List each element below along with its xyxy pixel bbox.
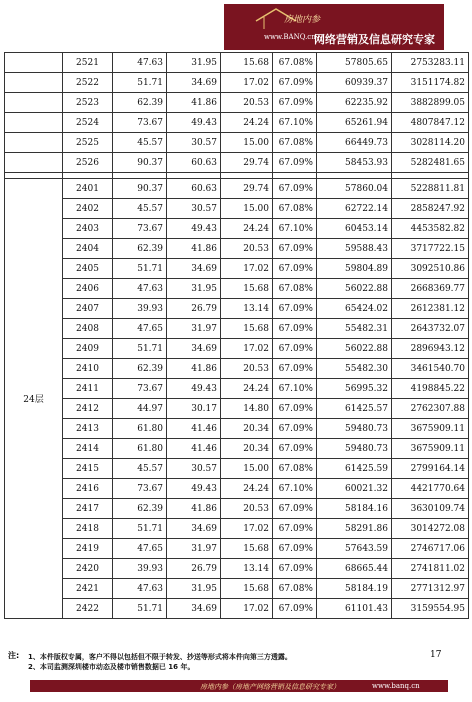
- table-row: [5, 153, 469, 173]
- table-cell: 59804.89: [317, 259, 392, 279]
- table-cell: 2403: [63, 219, 113, 239]
- table-cell: 2406: [63, 279, 113, 299]
- table-cell: 17.02: [221, 73, 273, 93]
- table-cell: 65261.94: [317, 113, 392, 133]
- table-cell: 5228811.81: [392, 179, 469, 199]
- table-cell: 58184.16: [317, 499, 392, 519]
- table-cell: 24.24: [221, 379, 273, 399]
- table-cell: 14.80: [221, 399, 273, 419]
- table-cell: 57860.04: [317, 179, 392, 199]
- table-cell: 67.08%: [273, 199, 317, 219]
- table-cell: 60.63: [167, 153, 221, 173]
- table-cell: 67.09%: [273, 179, 317, 199]
- table-cell: 59480.73: [317, 439, 392, 459]
- table-cell: 2411: [63, 379, 113, 399]
- table-row: [5, 299, 469, 319]
- table-cell: 31.95: [167, 279, 221, 299]
- table-row: [5, 499, 469, 519]
- table-cell: 67.09%: [273, 73, 317, 93]
- table-cell: 15.68: [221, 579, 273, 599]
- table-cell: 67.09%: [273, 319, 317, 339]
- table-cell: 58291.86: [317, 519, 392, 539]
- table-cell: 59588.43: [317, 239, 392, 259]
- table-cell: 62.39: [113, 359, 167, 379]
- table-cell: 44.97: [113, 399, 167, 419]
- table-cell: 61101.43: [317, 599, 392, 619]
- table-cell: 67.09%: [273, 419, 317, 439]
- floor-cell: [5, 73, 63, 93]
- table-cell: 3092510.86: [392, 259, 469, 279]
- table-cell: 15.68: [221, 279, 273, 299]
- table-cell: 34.69: [167, 73, 221, 93]
- table-cell: 60453.14: [317, 219, 392, 239]
- table-cell: 2521: [63, 53, 113, 73]
- table-cell: 57805.65: [317, 53, 392, 73]
- table-cell: 4198845.22: [392, 379, 469, 399]
- table-cell: 2408: [63, 319, 113, 339]
- table-cell: 15.00: [221, 199, 273, 219]
- table-cell: 24.24: [221, 219, 273, 239]
- table-cell: 31.97: [167, 539, 221, 559]
- table-row: [5, 133, 469, 153]
- table-cell: 66449.73: [317, 133, 392, 153]
- footer-note: 2、本司监测深圳楼市动态及楼市销售数据已 16 年。: [28, 663, 195, 671]
- table-cell: 3159554.95: [392, 599, 469, 619]
- table-cell: 24.24: [221, 479, 273, 499]
- page-number: 17: [430, 650, 442, 660]
- table-cell: 90.37: [113, 179, 167, 199]
- table-cell: 20.34: [221, 439, 273, 459]
- table-cell: 34.69: [167, 519, 221, 539]
- table-cell: 15.00: [221, 133, 273, 153]
- table-cell: 3882899.05: [392, 93, 469, 113]
- table-cell: 2643732.07: [392, 319, 469, 339]
- table-cell: 67.09%: [273, 299, 317, 319]
- table-cell: 51.71: [113, 599, 167, 619]
- floor-cell: [5, 153, 63, 173]
- table-cell: 17.02: [221, 259, 273, 279]
- table-cell: 3461540.70: [392, 359, 469, 379]
- table-cell: 20.53: [221, 239, 273, 259]
- floor-label: 24层: [5, 179, 63, 619]
- table-cell: 3630109.74: [392, 499, 469, 519]
- table-cell: 62235.92: [317, 93, 392, 113]
- table-cell: 2526: [63, 153, 113, 173]
- banner-title: 网络营销及信息研究专家: [314, 33, 435, 46]
- table-cell: 26.79: [167, 299, 221, 319]
- table-cell: 4807847.12: [392, 113, 469, 133]
- table-cell: 49.43: [167, 479, 221, 499]
- table-cell: 2412: [63, 399, 113, 419]
- table-cell: 2896943.12: [392, 339, 469, 359]
- table-cell: 13.14: [221, 299, 273, 319]
- table-row: [5, 199, 469, 219]
- table-cell: 47.63: [113, 579, 167, 599]
- table-cell: 2762307.88: [392, 399, 469, 419]
- table-cell: 17.02: [221, 519, 273, 539]
- table-cell: 73.67: [113, 479, 167, 499]
- table-cell: 2523: [63, 93, 113, 113]
- table-cell: 67.09%: [273, 259, 317, 279]
- table-cell: 67.10%: [273, 379, 317, 399]
- table-cell: 17.02: [221, 599, 273, 619]
- table-cell: 67.10%: [273, 479, 317, 499]
- table-cell: 30.57: [167, 133, 221, 153]
- table-cell: 2799164.14: [392, 459, 469, 479]
- table-cell: 3151174.82: [392, 73, 469, 93]
- table-row: [5, 259, 469, 279]
- table-cell: 29.74: [221, 179, 273, 199]
- table-cell: 2419: [63, 539, 113, 559]
- table-cell: 2753283.11: [392, 53, 469, 73]
- table-cell: 34.69: [167, 599, 221, 619]
- banner-brand: 房地内参: [284, 15, 321, 25]
- table-cell: 13.14: [221, 559, 273, 579]
- table-cell: 2409: [63, 339, 113, 359]
- table-cell: 34.69: [167, 339, 221, 359]
- table-row: [5, 559, 469, 579]
- table-cell: 67.08%: [273, 279, 317, 299]
- footer-note: 1、本件版权专属，客户不得以包括但不限于转发、抄送等形式将本件向第三方透露。: [28, 653, 292, 661]
- floor-cell: [5, 53, 63, 73]
- table-row: [5, 519, 469, 539]
- table-row: [5, 53, 469, 73]
- table-cell: 41.46: [167, 439, 221, 459]
- table-cell: 39.93: [113, 559, 167, 579]
- table-cell: 15.68: [221, 539, 273, 559]
- table-cell: 60939.37: [317, 73, 392, 93]
- table-cell: 73.67: [113, 379, 167, 399]
- table-cell: 3717722.15: [392, 239, 469, 259]
- table-cell: 20.53: [221, 499, 273, 519]
- table-cell: 56995.32: [317, 379, 392, 399]
- table-cell: 30.57: [167, 459, 221, 479]
- table-cell: 58453.93: [317, 153, 392, 173]
- table-row: [5, 73, 469, 93]
- table-cell: 20.53: [221, 359, 273, 379]
- table-cell: 67.09%: [273, 153, 317, 173]
- table-cell: 47.63: [113, 53, 167, 73]
- table-row: [5, 399, 469, 419]
- footer-bar-url: www.banq.cn: [372, 682, 420, 690]
- table-cell: 2525: [63, 133, 113, 153]
- table-cell: 51.71: [113, 73, 167, 93]
- table-cell: 67.10%: [273, 113, 317, 133]
- table-cell: 2612381.12: [392, 299, 469, 319]
- table-cell: 2404: [63, 239, 113, 259]
- table-cell: 67.09%: [273, 399, 317, 419]
- table-cell: 67.09%: [273, 539, 317, 559]
- table-cell: 15.68: [221, 53, 273, 73]
- table-cell: 47.65: [113, 539, 167, 559]
- table-cell: 45.57: [113, 459, 167, 479]
- floor-cell: [5, 133, 63, 153]
- table-cell: 67.09%: [273, 559, 317, 579]
- table-cell: 51.71: [113, 519, 167, 539]
- table-cell: 41.86: [167, 499, 221, 519]
- table-cell: 2407: [63, 299, 113, 319]
- table-cell: 2858247.92: [392, 199, 469, 219]
- table-cell: 31.97: [167, 319, 221, 339]
- table-cell: 61425.59: [317, 459, 392, 479]
- table-cell: 60.63: [167, 179, 221, 199]
- table-cell: 67.09%: [273, 339, 317, 359]
- table-cell: 31.95: [167, 53, 221, 73]
- table-cell: 45.57: [113, 199, 167, 219]
- table-cell: 2422: [63, 599, 113, 619]
- table-cell: 67.08%: [273, 53, 317, 73]
- table-cell: 24.24: [221, 113, 273, 133]
- table-cell: 17.02: [221, 339, 273, 359]
- table-cell: 41.86: [167, 93, 221, 113]
- table-cell: 2420: [63, 559, 113, 579]
- notes-title: 注:: [8, 651, 20, 660]
- table-cell: 73.67: [113, 219, 167, 239]
- table-cell: 67.09%: [273, 93, 317, 113]
- table-cell: 3675909.11: [392, 419, 469, 439]
- table-cell: 3014272.08: [392, 519, 469, 539]
- table-cell: 67.10%: [273, 219, 317, 239]
- table-cell: 59480.73: [317, 419, 392, 439]
- table-cell: 61.80: [113, 419, 167, 439]
- table-cell: 55482.31: [317, 319, 392, 339]
- table-row: [5, 479, 469, 499]
- table-cell: 45.57: [113, 133, 167, 153]
- table-row: [5, 379, 469, 399]
- table-cell: 15.68: [221, 319, 273, 339]
- table-cell: 67.08%: [273, 579, 317, 599]
- table-cell: 2410: [63, 359, 113, 379]
- sales-table: [4, 52, 469, 619]
- table-row: [5, 539, 469, 559]
- table-cell: 49.43: [167, 219, 221, 239]
- footer-bar-text: 房地内参（房地产网络营销及信息研究专家）: [200, 683, 340, 691]
- table-row: [5, 359, 469, 379]
- table-cell: 68665.44: [317, 559, 392, 579]
- table-cell: 2402: [63, 199, 113, 219]
- table-row: [5, 459, 469, 479]
- table-row: [5, 419, 469, 439]
- table-cell: 5282481.65: [392, 153, 469, 173]
- table-row: [5, 239, 469, 259]
- table-cell: 2413: [63, 419, 113, 439]
- table-cell: 73.67: [113, 113, 167, 133]
- table-cell: 2415: [63, 459, 113, 479]
- table-cell: 26.79: [167, 559, 221, 579]
- table-row: [5, 113, 469, 133]
- table-cell: 2401: [63, 179, 113, 199]
- table-cell: 31.95: [167, 579, 221, 599]
- table-cell: 30.17: [167, 399, 221, 419]
- table-cell: 62.39: [113, 239, 167, 259]
- table-cell: 4421770.64: [392, 479, 469, 499]
- floor-cell: [5, 93, 63, 113]
- table-cell: 4453582.82: [392, 219, 469, 239]
- table-cell: 58184.19: [317, 579, 392, 599]
- table-cell: 15.00: [221, 459, 273, 479]
- table-cell: 62.39: [113, 93, 167, 113]
- table-row: [5, 599, 469, 619]
- table-row: [5, 319, 469, 339]
- table-row: [5, 439, 469, 459]
- table-cell: 56022.88: [317, 339, 392, 359]
- table-cell: 67.09%: [273, 599, 317, 619]
- table-cell: 62722.14: [317, 199, 392, 219]
- table-cell: 49.43: [167, 113, 221, 133]
- table-cell: 51.71: [113, 339, 167, 359]
- table-cell: 67.08%: [273, 459, 317, 479]
- table-cell: 67.08%: [273, 133, 317, 153]
- table-cell: 56022.88: [317, 279, 392, 299]
- table-cell: 3028114.20: [392, 133, 469, 153]
- table-cell: 39.93: [113, 299, 167, 319]
- table-cell: 67.09%: [273, 239, 317, 259]
- table-cell: 47.63: [113, 279, 167, 299]
- table-cell: 2416: [63, 479, 113, 499]
- table-cell: 2421: [63, 579, 113, 599]
- table-row: [5, 179, 469, 199]
- footer-notes: [28, 652, 292, 672]
- table-cell: 2414: [63, 439, 113, 459]
- table-cell: 57643.59: [317, 539, 392, 559]
- table-cell: 60021.32: [317, 479, 392, 499]
- table-cell: 2741811.02: [392, 559, 469, 579]
- table-cell: 34.69: [167, 259, 221, 279]
- table-cell: 2746717.06: [392, 539, 469, 559]
- table-cell: 65424.02: [317, 299, 392, 319]
- table-cell: 62.39: [113, 499, 167, 519]
- table-cell: 49.43: [167, 379, 221, 399]
- table-cell: 55482.30: [317, 359, 392, 379]
- table-cell: 41.86: [167, 239, 221, 259]
- table-row: [5, 579, 469, 599]
- table-cell: 47.65: [113, 319, 167, 339]
- table-row: [5, 219, 469, 239]
- table-cell: 67.09%: [273, 359, 317, 379]
- table-cell: 90.37: [113, 153, 167, 173]
- table-cell: 2524: [63, 113, 113, 133]
- table-cell: 41.46: [167, 419, 221, 439]
- table-cell: 2771312.97: [392, 579, 469, 599]
- table-cell: 51.71: [113, 259, 167, 279]
- table-cell: 3675909.11: [392, 439, 469, 459]
- table-cell: 2522: [63, 73, 113, 93]
- table-row: [5, 93, 469, 113]
- table-cell: 67.09%: [273, 499, 317, 519]
- table-cell: 2668369.77: [392, 279, 469, 299]
- table-cell: 20.34: [221, 419, 273, 439]
- table-cell: 20.53: [221, 93, 273, 113]
- table-cell: 41.86: [167, 359, 221, 379]
- table-cell: 30.57: [167, 199, 221, 219]
- table-cell: 67.09%: [273, 519, 317, 539]
- table-cell: 2418: [63, 519, 113, 539]
- floor-cell: [5, 113, 63, 133]
- table-row: [5, 279, 469, 299]
- table-cell: 2417: [63, 499, 113, 519]
- table-row: [5, 339, 469, 359]
- table-cell: 67.09%: [273, 439, 317, 459]
- table-cell: 29.74: [221, 153, 273, 173]
- table-cell: 61.80: [113, 439, 167, 459]
- header-banner: [224, 4, 444, 50]
- table-cell: 61425.57: [317, 399, 392, 419]
- table-cell: 2405: [63, 259, 113, 279]
- banner-url: www.BANQ.cn: [264, 33, 316, 41]
